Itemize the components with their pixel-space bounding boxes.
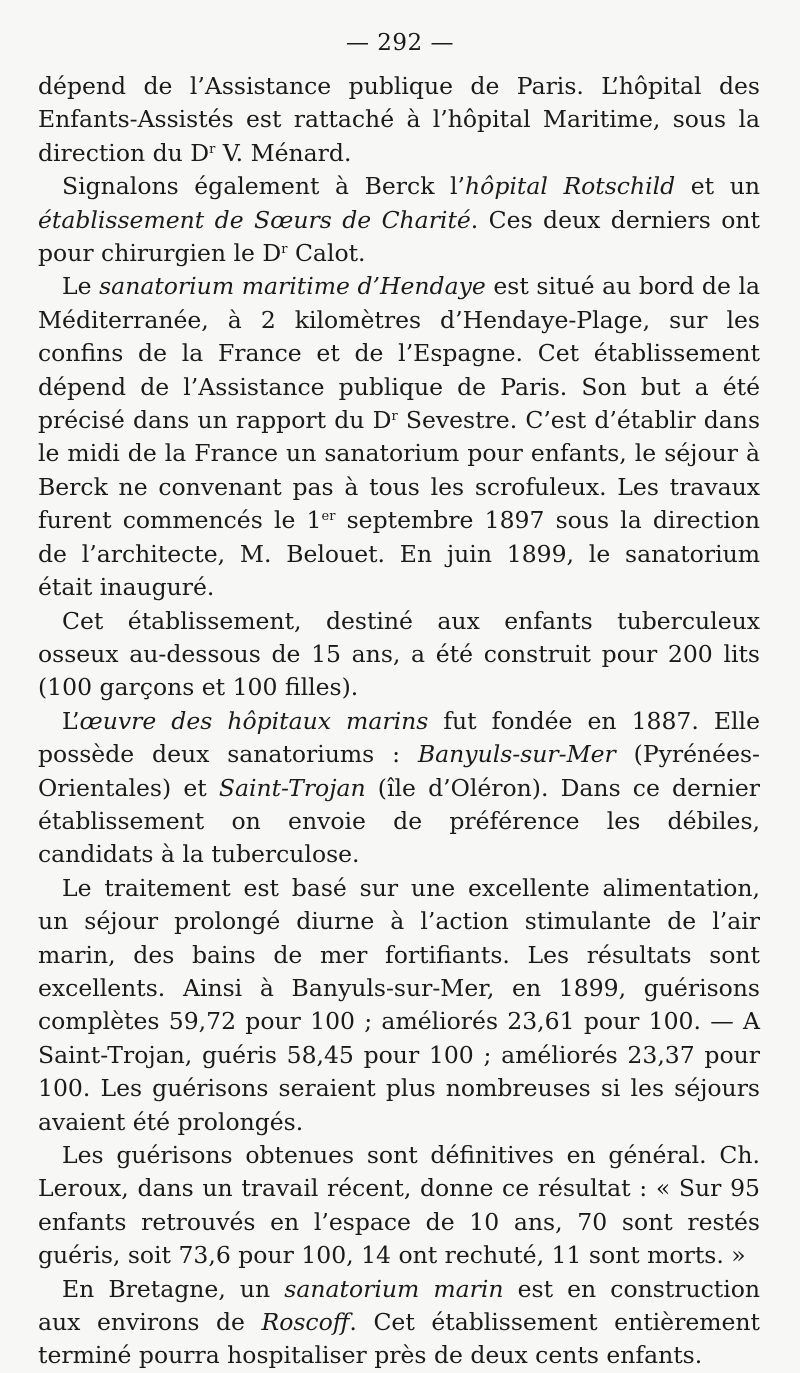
text-run: Signalons également à Berck l’ [62, 172, 466, 201]
text-run: et un [675, 172, 760, 201]
italic-text: sanatorium marin [284, 1274, 504, 1303]
italic-text: hôpital Rotschild [465, 172, 676, 201]
paragraph [38, 1139, 760, 1273]
superscript: er [321, 509, 336, 525]
paragraph [38, 705, 760, 872]
text-run: Les guérisons obtenues sont définitives en général. Ch. Leroux, dans un travail récent, donne ce résultat : « Sur 95 enfants retrouvés en l’espace de 10 ans, 70 sont restés guéris, soit 73,6 pour 100, 14 ont rechuté, 11 sont morts. » [38, 1141, 760, 1270]
paragraph [38, 872, 760, 1139]
text-run: septembre 1897 sous la direction de l’architecte, M. Belouet. En juin 1899, le sanatorium était inauguré. [38, 506, 760, 602]
italic-text: œuvre des hôpitaux marins [79, 706, 429, 735]
text-run: Le [62, 272, 100, 301]
superscript: r [391, 409, 398, 425]
text-run: Cet établissement, destiné aux enfants tuberculeux osseux au-dessous de 15 ans, a été construit pour 200 lits (100 garçons et 100 filles). [38, 606, 760, 702]
text-run: . Ces deux derniers ont pour chirurgien le D [38, 205, 760, 268]
text-run: . Cet établissement entièrement terminé pourra hospitaliser près de deux cents enfants. [38, 1308, 760, 1370]
paragraph [38, 270, 760, 604]
text-run: dépend de l’Assistance publique de Paris. L’hôpital des Enfants-Assistés est rattaché à l’hôpital Maritime, sous la direction du D [38, 72, 760, 167]
text-run: est en construction aux environs de [38, 1274, 761, 1337]
text-run: En Bretagne, un [62, 1274, 285, 1303]
text-run: (Pyrénées-Orientales) et [38, 740, 760, 802]
italic-text: Roscoff [261, 1308, 350, 1337]
paragraph [38, 605, 760, 705]
italic-text: sanatorium maritime d’Hendaye [99, 272, 486, 301]
text-run: est situé au bord de la Méditerranée, à 2 kilomètres d’Hendaye-Plage, sur les confins de la France et de l’Espagne. Cet établissement dépend de l’Assistance publique de Paris. Son but a été précisé dans un rapport du D [38, 272, 760, 435]
superscript: r [209, 141, 216, 157]
text-run: (île d’Oléron). Dans ce dernier établissement on envoie de préférence les débiles, candidats à la tuberculose. [38, 773, 760, 869]
body-text [38, 70, 760, 1373]
text-run: Calot. [287, 239, 366, 268]
text-run: V. Ménard. [215, 138, 352, 167]
page-number: — 292 — [345, 30, 455, 56]
text-run: Le traitement est basé sur une excellente alimentation, un séjour prolongé diurne à l’action stimulante de l’air marin, des bains de mer fortifiants. Les résultats sont excellents. Ainsi à Banyuls-sur-Mer, en 1899, guérisons complètes 59,72 pour 100 ; améliorés 23,61 pour 100. — A Saint-Trojan, guéris 58,45 pour 100 ; améliorés 23,37 pour 100. Les guérisons seraient plus nombreuses si les séjours avaient été prolongés. [38, 873, 760, 1136]
italic-text: établissement de Sœurs de Charité [38, 205, 471, 234]
text-run: fut fondée en 1887. Elle possède deux sanatoriums : [38, 706, 760, 769]
paragraph [38, 170, 760, 270]
italic-text: Saint-Trojan [218, 773, 366, 802]
superscript: r [281, 242, 288, 258]
text-run: L’ [62, 706, 80, 735]
italic-text: Banyuls-sur-Mer [417, 740, 616, 769]
paragraph [38, 1273, 760, 1373]
text-run: Sevestre. C’est d’établir dans le midi de la France un sanatorium pour enfants, le séjour à Berck ne convenant pas à tous les scrofuleux. Les travaux furent commencés le 1 [38, 406, 761, 535]
paragraph [38, 70, 760, 170]
